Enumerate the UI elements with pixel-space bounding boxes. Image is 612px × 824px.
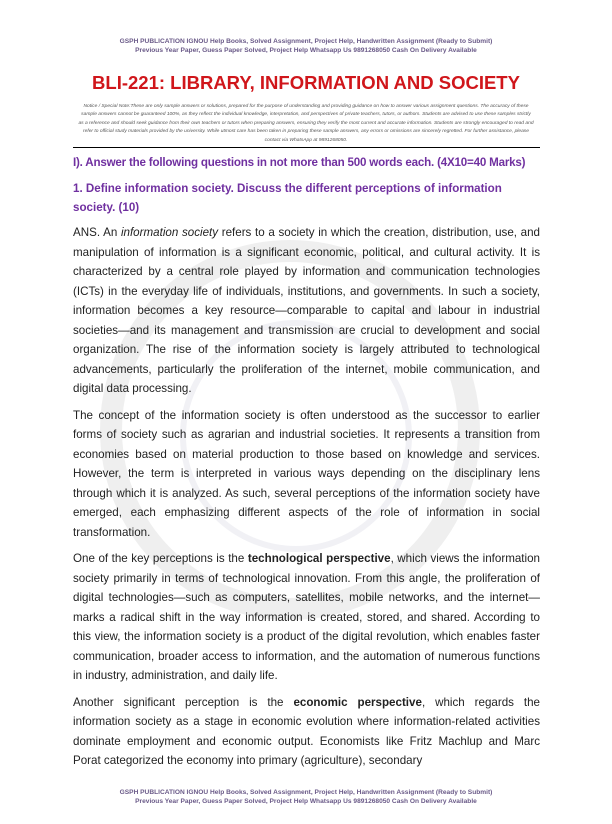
question-heading: 1. Define information society. Discuss the different perceptions of information society. (10) bbox=[73, 182, 502, 215]
notice-text: Notice / Special Note:These are only sample answers or solutions, prepared for the purpose of understanding and providing guidance on how to answer various assignment questions. The accuracy of these sample answers cannot be guaranteed 100%, as they reflect the individual knowledge, interpretation, and perspectives of private teachers, tutors, or authors. Students are advised to use these samples strictly as a reference and should seek guidance from their own teachers or tutors when preparing answers, ensuring they verify the most current and accurate information. Students are strongly encouraged to read and refer to official study materials provided by the university. While utmost care has been taken in preparing these sample answers, any errors or omissions are sincerely regretted. For further assistance, please contact via WhatsApp at 9891268050. bbox=[78, 104, 534, 143]
text: refers to a society in which the creation, distribution, use, and manipulation of information is a significant economic, political, and cultural activity. It is characterized by a central role played by information and communication technologies (ICTs) in the everyday life of individuals, institutions, and governments. In such a society, information becomes a key resource—comparable to capital and labour in industrial societies—and its management and transmission are crucial to development and social organization. The rise of the information society is largely attributed to technological advancements, particularly the proliferation of the internet, mobile communication, and digital data processing. bbox=[73, 226, 541, 396]
text: Another significant perception is the bbox=[73, 695, 294, 709]
text: One of the key perceptions is the bbox=[73, 552, 248, 566]
page-header bbox=[0, 37, 612, 55]
emphasis: information society bbox=[120, 226, 219, 240]
footer-line-1: GSPH PUBLICATION IGNOU Help Books, Solved Assignment, Project Help, Handwritten Assignment (Ready to Submit) bbox=[119, 788, 493, 796]
header-line-1: GSPH PUBLICATION IGNOU Help Books, Solved Assignment, Project Help, Handwritten Assignment (Ready to Submit) bbox=[119, 38, 493, 45]
answer-body bbox=[73, 223, 540, 778]
text: , which views the information society primarily in terms of technological innovation. From this angle, the proliferation of digital technologies—such as computers, satellites, mobile networks, and the internet—marks a radical shift in the way information is created, stored, and shared. According to this view, the information society is a product of the digital revolution, which enables faster communication, broader access to information, and the automation of numerous functions in industry, administration, and daily life. bbox=[73, 552, 540, 683]
text: , which regards the information society as a stage in economic evolution where information-related activities dominate employment and economic output. Economists like Fritz Machlup and Marc Porat categorized the economy into primary (agriculture), secondary bbox=[73, 695, 541, 768]
document-title: BLI-221: LIBRARY, INFORMATION AND SOCIETY bbox=[92, 72, 520, 93]
paragraph-2: The concept of the information society is often understood as the successor to earlier forms of society such as agrarian and industrial societies. It represents a transition from economies based on material production to those based on knowledge and services. However, the term is interpreted in various ways depending on the disciplinary lens through which it is analyzed. As such, several perceptions of the information society have emerged, each emphasizing different aspects of the role of information in social transformation. bbox=[73, 408, 540, 539]
paragraph-4 bbox=[73, 693, 540, 771]
header-line-2: Previous Year Paper, Guess Paper Solved, Project Help Whatsapp Us 9891268050 Cash On Delivery Available bbox=[135, 47, 477, 54]
footer-line-2: Previous Year Paper, Guess Paper Solved, Project Help Whatsapp Us 9891268050 Cash On Delivery Available bbox=[135, 797, 477, 805]
section-heading: I). Answer the following questions in not more than 500 words each. (4X10=40 Marks) bbox=[73, 156, 526, 170]
bold-term: technological perspective bbox=[247, 552, 391, 566]
divider bbox=[73, 147, 540, 148]
paragraph-3 bbox=[73, 549, 540, 686]
paragraph-1 bbox=[73, 223, 540, 399]
text: ANS. An bbox=[73, 226, 121, 240]
bold-term: economic perspective bbox=[293, 695, 422, 709]
